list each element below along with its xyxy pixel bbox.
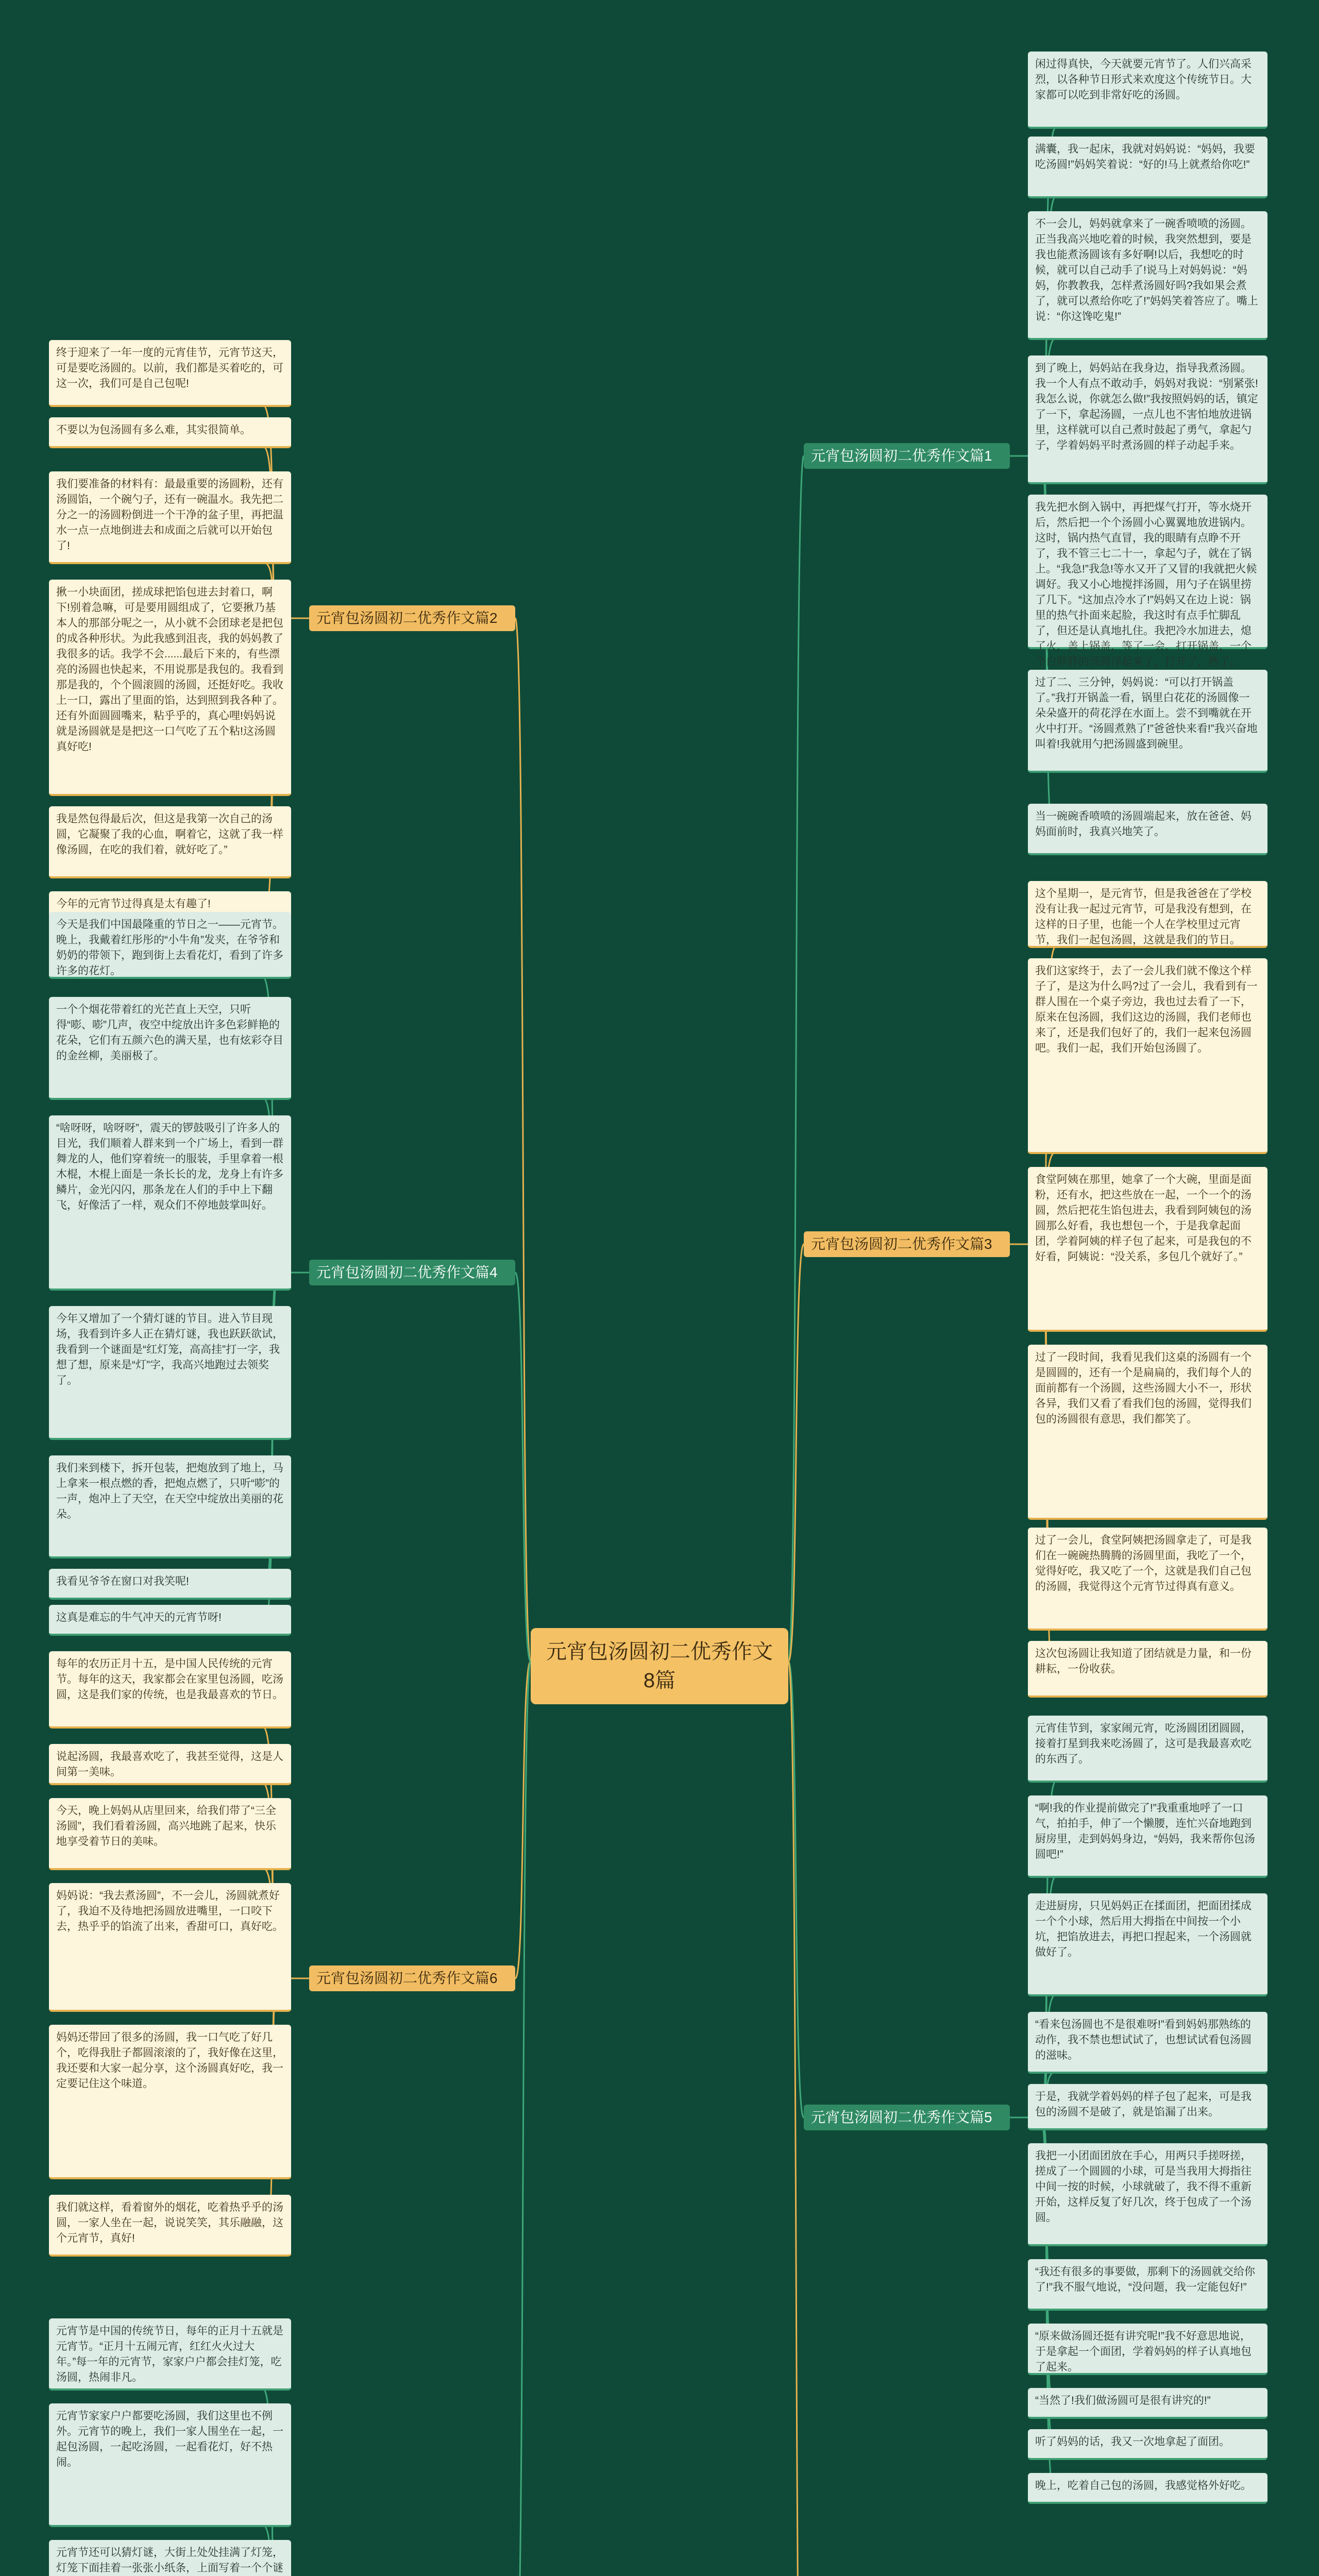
leaf-node[interactable]: 元宵佳节到，家家闹元宵，吃汤圆团团圆圆，接着打星到我来吃汤圆了，这可是我最喜欢吃的东西了。 (1028, 1716, 1267, 1783)
leaf-node[interactable]: 我看见爷爷在窗口对我笑呢! (49, 1569, 291, 1600)
leaf-node[interactable]: 每年的农历正月十五，是中国人民传统的元宵节。每年的这天，我家都会在家里包汤圆，吃汤圆，这是我们家的传统，也是我最喜欢的节日。 (49, 1651, 291, 1728)
leaf-node[interactable]: 今年又增加了一个猜灯谜的节目。进入节目现场，我看到许多人正在猜灯谜，我也跃跃欲试，我看到一个谜面是“红灯笼，高高挂”打一字，我想了想，原来是“灯”字，我高兴地跑过去领奖了。 (49, 1306, 291, 1440)
topic-node[interactable]: 元宵包汤圆初二优秀作文篇4 (309, 1260, 515, 1285)
leaf-node[interactable]: “我还有很多的事要做，那剩下的汤圆就交给你了!”我不服气地说，“没问题，我一定能包好!” (1028, 2259, 1267, 2311)
leaf-node[interactable]: 今年的元宵节过得真是太有趣了! (49, 891, 291, 922)
leaf-node[interactable]: “当然了!我们做汤圆可是很有讲究的!” (1028, 2388, 1267, 2419)
leaf-node[interactable]: 终于迎来了一年一度的元宵佳节，元宵节这天，可是要吃汤圆的。以前，我们都是买着吃的，可这一次，我们可是自己包呢! (49, 340, 291, 407)
leaf-node[interactable]: 不要以为包汤圆有多么难，其实很简单。 (49, 417, 291, 448)
leaf-node[interactable]: 食堂阿姨在那里，她拿了一个大碗，里面是面粉，还有水，把这些放在一起，一个一个的汤圆，然后把花生馅包进去，我看到阿姨包的汤圆那么好看，我也想包一个，于是我拿起面团，学着阿姨的样子包了起来，可是我包的不好看，阿姨说：“没关系，多包几个就好了。” (1028, 1167, 1267, 1332)
leaf-node[interactable]: 我是然包得最后次，但这是我第一次自己的汤圆，它凝聚了我的心血，啊着它，这就了我一样像汤圆，在吃的我们着，就好吃了。” (49, 806, 291, 878)
leaf-node[interactable]: 过了一段时间，我看见我们这桌的汤圆有一个是圆圆的，还有一个是扁扁的，我们每个人的面前都有一个汤圆，这些汤圆大小不一，形状各异，我们又看了看我们包的汤圆，觉得我们包的汤圆很有意思，我们都笑了。 (1028, 1345, 1267, 1520)
leaf-node[interactable]: 过了二、三分钟，妈妈说：“可以打开锅盖了。”我打开锅盖一看，锅里白花花的汤圆像一朵朵盛开的荷花浮在水面上。尝不到嘴就在开火中打开。“汤圆煮熟了!”爸爸快来看!”我兴奋地叫着!我就用勺把汤圆盛到碗里。 (1028, 670, 1267, 773)
leaf-node[interactable]: “看来包汤圆也不是很难呀!”看到妈妈那熟练的动作，我不禁也想试试了，也想试试看包汤圆的滋味。 (1028, 2012, 1267, 2074)
leaf-node[interactable]: 说起汤圆，我最喜欢吃了，我甚至觉得，这是人间第一美味。 (49, 1744, 291, 1785)
leaf-node[interactable]: 妈妈还带回了很多的汤圆，我一口气吃了好几个，吃得我肚子都圆滚滚的了，我好像在这里，我还要和大家一起分享，这个汤圆真好吃，我一定要记住这个味道。 (49, 2025, 291, 2179)
leaf-node[interactable]: 今天是我们中国最隆重的节日之一——元宵节。晚上，我戴着红彤彤的“小牛角”发夹，在爷爷和奶奶的带领下，跑到街上去看花灯，看到了许多许多的花灯。 (49, 912, 291, 979)
leaf-node[interactable]: 我把一小团面团放在手心，用两只手搓呀搓，搓成了一个圆圆的小球，可是当我用大拇指往中间一按的时候，小球就破了，我不得不重新开始，这样反复了好几次，终于包成了一个汤圆。 (1028, 2143, 1267, 2246)
leaf-node[interactable]: 过了一会儿，食堂阿姨把汤圆拿走了，可是我们在一碗碗热腾腾的汤圆里面，我吃了一个，觉得好吃，我又吃了一个，这就是我们自己包的汤圆，我觉得这个元宵节过得真有意义。 (1028, 1528, 1267, 1631)
leaf-node[interactable]: 今天，晚上妈妈从店里回来，给我们带了“三全汤圆”，我们看着汤圆，高兴地跳了起来，快乐地享受着节日的美味。 (49, 1798, 291, 1870)
leaf-node[interactable]: “啥呀呀，啥呀呀”，震天的锣鼓吸引了许多人的目光，我们顺着人群来到一个广场上，看到一群舞龙的人，他们穿着统一的服装，手里拿着一根木棍，木棍上面是一条长长的龙，龙身上有许多鳞片，金光闪闪，那条龙在人们的手中上下翻飞，好像活了一样，观众们不停地鼓掌叫好。 (49, 1115, 291, 1291)
leaf-node[interactable]: 元宵节还可以猜灯谜，大街上处处挂满了灯笼，灯笼下面挂着一张张小纸条，上面写着一个个谜 (49, 2540, 291, 2576)
topic-node[interactable]: 元宵包汤圆初二优秀作文篇6 (309, 1965, 515, 1991)
leaf-node[interactable]: 妈妈说：“我去煮汤圆”，不一会儿，汤圆就煮好了，我迫不及待地把汤圆放进嘴里，一口咬下去，热乎乎的馅流了出来，香甜可口，真好吃。 (49, 1883, 291, 2012)
leaf-node[interactable]: 我们来到楼下，拆开包装，把炮放到了地上，马上拿来一根点燃的香，把炮点燃了，只听“嘭”的一声，炮冲上了天空，在天空中绽放出美丽的花朵。 (49, 1455, 291, 1558)
leaf-node[interactable]: 这真是难忘的牛气冲天的元宵节呀! (49, 1605, 291, 1636)
leaf-node[interactable]: 这次包汤圆让我知道了团结就是力量，和一份耕耘，一份收获。 (1028, 1641, 1267, 1698)
leaf-node[interactable]: 元宵节是中国的传统节日，每年的正月十五就是元宵节。“正月十五闹元宵，红红火火过大年。”每一年的元宵节，家家户户都会挂灯笼，吃汤圆，热闹非凡。 (49, 2318, 291, 2391)
leaf-node[interactable]: 揪一小块面团，搓成球把馅包进去封着口，啊下!别着急嘛，可是要用圆组成了，它要揪乃基本人的那部分呢之一，从小就不会团球老是把包的成各种形状。为此我感到沮丧，我的妈妈教了我很多的话。我学不会......最后下来的，有些漂亮的汤圆也快起来，不用说那是我包的。我看到那是我的，个个圆滚圆的汤圆，还挺好吃。我收上一口，露出了里面的馅，达到照到我各种了。还有外面圆圆嘴来，粘乎乎的，真心哩!妈妈说就是汤圆就是是把这一口气吃了五个粘!这汤圆真好吃! (49, 580, 291, 796)
topic-node[interactable]: 元宵包汤圆初二优秀作文篇5 (804, 2105, 1010, 2130)
leaf-node[interactable]: 满囊，我一起床，我就对妈妈说：“妈妈，我要吃汤圆!”妈妈笑着说：“好的!马上就煮给你吃!” (1028, 137, 1267, 198)
leaf-node[interactable]: 元宵节家家户户都要吃汤圆，我们这里也不例外。元宵节的晚上，我们一家人围坐在一起，一起包汤圆，一起吃汤圆，一起看花灯，好不热闹。 (49, 2403, 291, 2527)
leaf-node[interactable]: 听了妈妈的话，我又一次地拿起了面团。 (1028, 2429, 1267, 2460)
leaf-node[interactable]: 我们这家终于，去了一会儿我们就不像这个样子了，是这为什么吗?过了一会儿，我看到有一群人围在一个桌子旁边，我也过去看了一下，原来在包汤圆，我们这边的汤圆，我们老师也来了，还是我们包好了的，我们一起来包汤圆吧。我们一起，我们开始包汤圆了。 (1028, 958, 1267, 1154)
leaf-node[interactable]: 到了晚上，妈妈站在我身边，指导我煮汤圆。我一个人有点不敢动手，妈妈对我说：“别紧张!我怎么说，你就怎么做!”我按照妈妈的话，镇定了一下，拿起汤圆，一点儿也不害怕地放进锅里，这样就可以自己煮时鼓起了勇气，拿起勺子，学着妈妈平时煮汤圆的样子动起手来。 (1028, 355, 1267, 484)
leaf-node[interactable]: 晚上，吃着自己包的汤圆，我感觉格外好吃。 (1028, 2473, 1267, 2504)
leaf-node[interactable]: 这个星期一，是元宵节，但是我爸爸在了学校没有让我一起过元宵节，可是我没有想到，在这样的日子里，也能一个人在学校里过元宵节，我们一起包汤圆，这就是我们的节日。 (1028, 881, 1267, 948)
leaf-node[interactable]: 于是，我就学着妈妈的样子包了起来，可是我包的汤圆不是破了，就是馅漏了出来。 (1028, 2084, 1267, 2130)
leaf-node[interactable]: “啊!我的作业提前做完了!”我重重地呼了一口气，拍拍手，伸了一个懒腰，连忙兴奋地跑到厨房里，走到妈妈身边，“妈妈，我来帮你包汤圆吧!” (1028, 1795, 1267, 1878)
topic-node[interactable]: 元宵包汤圆初二优秀作文篇2 (309, 605, 515, 631)
leaf-node[interactable]: 走进厨房，只见妈妈正在揉面团，把面团揉成一个个小球，然后用大拇指在中间按一个小坑，把馅放进去，再把口捏起来，一个汤圆就做好了。 (1028, 1893, 1267, 1996)
leaf-node[interactable]: “原来做汤圆还挺有讲究呢!”我不好意思地说，于是拿起一个面团，学着妈妈的样子认真地包了起来。 (1028, 2324, 1267, 2375)
leaf-node[interactable]: 一个个烟花带着红的光芒直上天空，只听得“嘭、嘭”几声，夜空中绽放出许多色彩鲜艳的花朵，它们有五颜六色的满天星，也有炫彩夺目的金丝柳，美丽极了。 (49, 997, 291, 1100)
leaf-node[interactable]: 闲过得真快，今天就要元宵节了。人们兴高采烈，以各种节日形式来欢度这个传统节日。大家都可以吃到非常好吃的汤圆。 (1028, 52, 1267, 129)
topic-node[interactable]: 元宵包汤圆初二优秀作文篇1 (804, 443, 1010, 469)
root-node[interactable]: 元宵包汤圆初二优秀作文8篇 (531, 1628, 788, 1704)
leaf-node[interactable]: 当一碗碗香喷喷的汤圆端起来，放在爸爸、妈妈面前时，我真兴地笑了。 (1028, 804, 1267, 855)
leaf-node[interactable]: 我们就这样，看着窗外的烟花，吃着热乎乎的汤圆，一家人坐在一起，说说笑笑，其乐融融，这个元宵节，真好! (49, 2195, 291, 2257)
leaf-node[interactable]: 我先把水倒入锅中，再把煤气打开，等水烧开后，然后把一个个汤圆小心翼翼地放进锅内。这时，锅内热气直冒，我的眼睛有点睁不开了，我不管三七二十一，拿起勺子，就在了锅上。“我急!”我急!等水又开了又冒的!我就把火候调好。我又小心地搅拌汤圆，用勺子在锅里捞了几下。“这加点冷水了!”妈妈又在边上说：锅里的热气扑面来起脸，我这时有点手忙脚乱了，但还是认真地扎住。我把冷水加进去，熄了火，盖上锅盖，等了一会，打开锅盖，一个个白胖胖的汤圆浮起来了，打开了，熟了。 (1028, 495, 1267, 649)
leaf-node[interactable]: 不一会儿，妈妈就拿来了一碗香喷喷的汤圆。正当我高兴地吃着的时候，我突然想到，要是我也能煮汤圆该有多好啊!以后，我想吃的时候，就可以自己动手了!说马上对妈妈说：“妈妈，你教教我，怎样煮汤圆好吗?我如果会煮了，就可以煮给你吃了!”妈妈笑着答应了。嘴上说：“你这馋吃鬼!” (1028, 211, 1267, 340)
leaf-node[interactable]: 我们要准备的材料有：最最重要的汤圆粉，还有汤圆馅，一个碗勺子，还有一碗温水。我先把二分之一的汤圆粉倒进一个干净的盆子里，再把温水一点一点地倒进去和成面之后就可以开始包了! (49, 471, 291, 564)
topic-node[interactable]: 元宵包汤圆初二优秀作文篇3 (804, 1231, 1010, 1257)
